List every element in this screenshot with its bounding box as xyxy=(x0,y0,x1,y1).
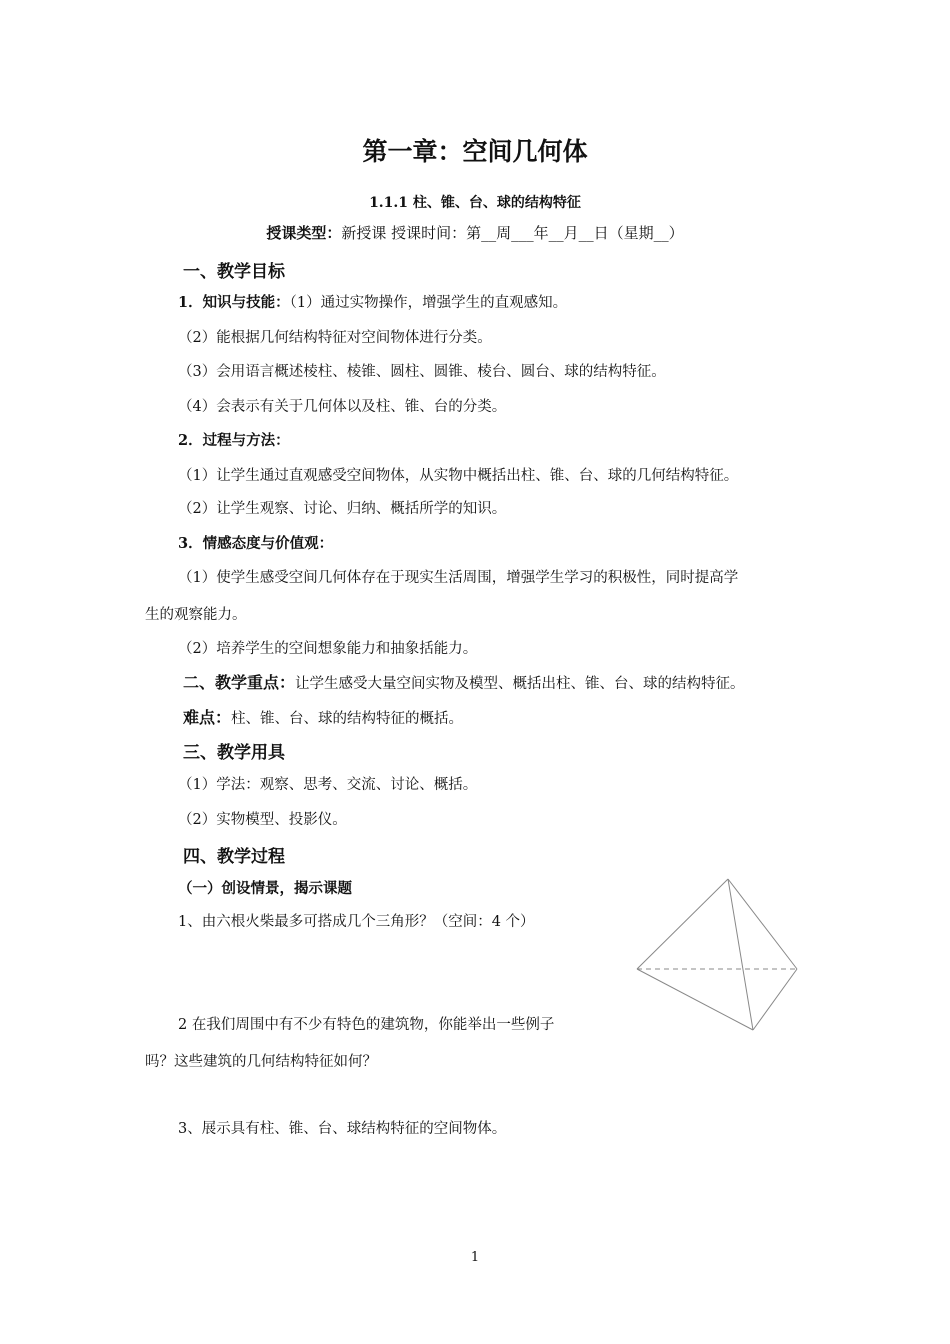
question-1: 1、由六根火柴最多可搭成几个三角形？（空间：4 个） xyxy=(178,914,535,930)
key-points-label: 二、教学重点： xyxy=(183,673,296,692)
lesson-info-label: 授课类型： xyxy=(266,224,342,242)
difficulty-line xyxy=(183,705,463,728)
page-title: 第一章：空间几何体 xyxy=(362,137,588,166)
emotion-item-1-line-2: 生的观察能力。 xyxy=(145,607,247,623)
tetrahedron-edge xyxy=(753,969,797,1030)
process-item-1: （1）让学生通过直观感受空间物体，从实物中概括出柱、锥、台、球的几何结构特征。 xyxy=(178,468,739,484)
process-label: 2．过程与方法： xyxy=(178,432,290,449)
knowledge-item-1: （1）通过实物操作，增强学生的直观感知。 xyxy=(289,295,568,311)
knowledge-line xyxy=(178,291,567,312)
knowledge-item-3: （3）会用语言概述棱柱、棱锥、圆柱、圆锥、棱台、圆台、球的结构特征。 xyxy=(178,364,666,380)
key-points-text: 让学生感受大量空间实物及模型、概括出柱、锥、台、球的结构特征。 xyxy=(295,676,745,692)
question-2-line-2: 吗？这些建筑的几何结构特征如何？ xyxy=(145,1054,377,1070)
section-tools-heading: 三、教学用具 xyxy=(183,743,285,763)
process-item-2: （2）让学生观察、讨论、归纳、概括所学的知识。 xyxy=(178,501,507,517)
knowledge-item-2: （2）能根据几何结构特征对空间物体进行分类。 xyxy=(178,330,492,346)
lesson-info-text: 新授课 授课时间：第__周___年__月__日（星期__） xyxy=(341,224,684,242)
page-number: 1 xyxy=(470,1250,480,1265)
key-points-line xyxy=(183,670,745,693)
lesson-info xyxy=(0,222,950,243)
tetrahedron-edge xyxy=(637,879,728,969)
emotion-item-2: （2）培养学生的空间想象能力和抽象括能力。 xyxy=(178,641,478,657)
knowledge-item-4: （4）会表示有关于几何体以及柱、锥、台的分类。 xyxy=(178,399,507,415)
question-2-line-1: 2 在我们周围中有不少有特色的建筑物，你能举出一些例子 xyxy=(178,1017,555,1033)
lesson-subtitle: 1.1.1 柱、锥、台、球的结构特征 xyxy=(369,195,581,211)
tetrahedron-edge xyxy=(637,969,753,1030)
tetrahedron-figure xyxy=(630,870,805,1035)
tools-item-2: （2）实物模型、投影仪。 xyxy=(178,812,347,828)
section-objectives-heading: 一、教学目标 xyxy=(183,262,285,282)
tetrahedron-edge xyxy=(728,879,797,969)
difficulty-text: 柱、锥、台、球的结构特征的概括。 xyxy=(231,711,464,727)
emotion-label: 3．情感态度与价值观： xyxy=(178,535,334,552)
subsection-heading: （一）创设情景，揭示课题 xyxy=(178,880,352,897)
tetrahedron-edge xyxy=(728,879,753,1030)
emotion-item-1-line-1: （1）使学生感受空间几何体存在于现实生活周围，增强学生学习的积极性，同时提高学 xyxy=(178,570,739,586)
section-process-heading: 四、教学过程 xyxy=(183,847,285,867)
question-3: 3、展示具有柱、锥、台、球结构特征的空间物体。 xyxy=(178,1121,507,1137)
knowledge-label: 1．知识与技能： xyxy=(178,294,290,311)
difficulty-label: 难点： xyxy=(183,708,232,727)
tools-item-1: （1）学法：观察、思考、交流、讨论、概括。 xyxy=(178,777,478,793)
